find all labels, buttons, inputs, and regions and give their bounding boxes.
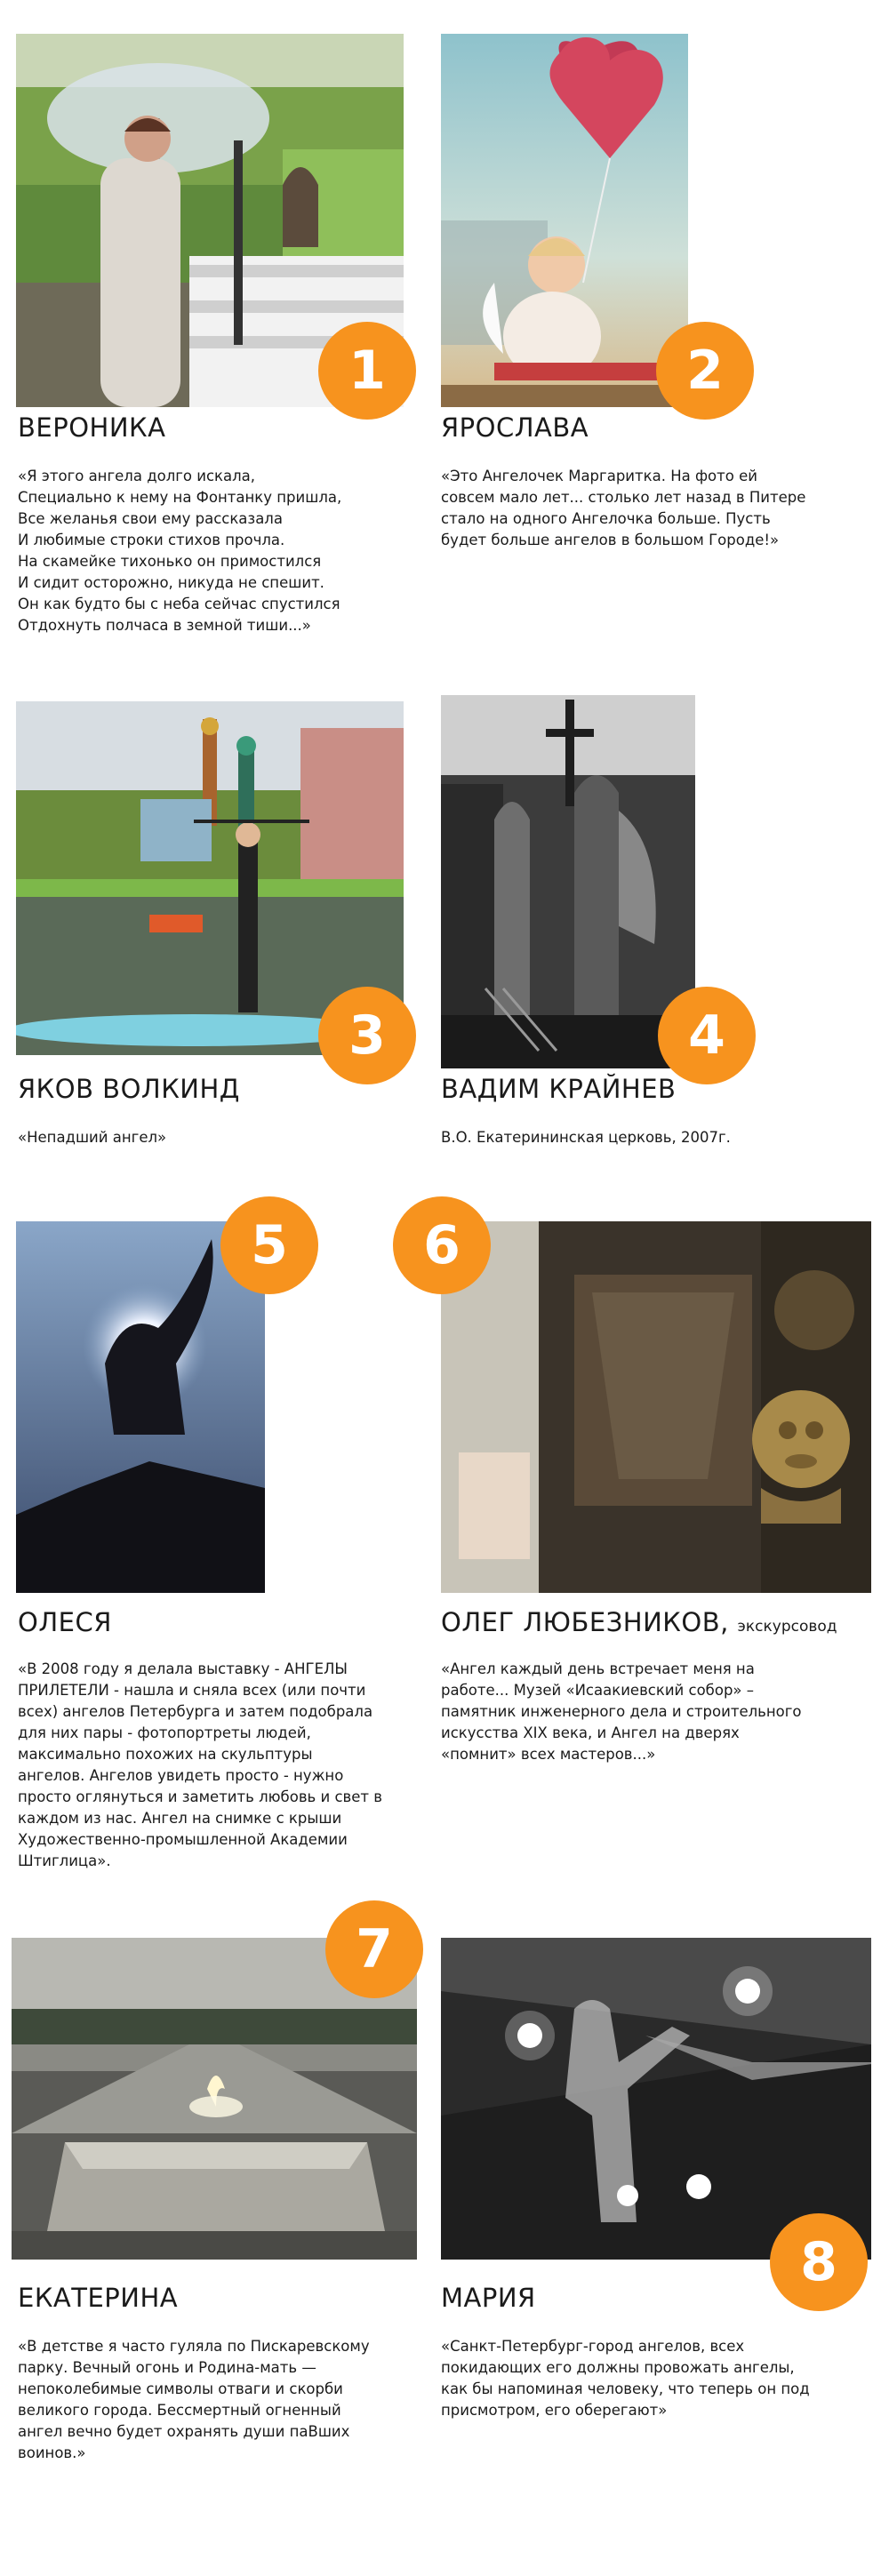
quote-text: «В детстве я часто гуляла по Пискаревскому парку. Вечный огонь и Родина-мать — непоколебимые символы отваги и скорби великого города. Бессмертный огненный ангел вечно будет охранять души паВших воинов.» xyxy=(18,2338,370,2461)
badge-number: 6 xyxy=(393,1196,491,1294)
photo-maria xyxy=(441,1938,871,2260)
badge-number: 2 xyxy=(656,322,754,420)
author-name xyxy=(441,1607,837,1637)
author-name-text: ЯРОСЛАВА xyxy=(441,412,589,443)
author-name xyxy=(441,1074,676,1104)
quote-text: «Я этого ангела долго искала, Специально к нему на Фонтанку пришла, Все желанья свои ему рассказала И любимые строки стихов прочла. На скамейке тихонько он примостился И сидит осторожно, никуда не спешит. Он как будто бы с неба сейчас спустился Отдохнуть полчаса в земной тиши...» xyxy=(18,468,342,634)
author-name-text: ВАДИМ КРАЙНЕВ xyxy=(441,1074,677,1104)
author-name-text: МАРИЯ xyxy=(441,2283,536,2313)
author-name-text: ОЛЕГ ЛЮБЕЗНИКОВ, xyxy=(441,1607,729,1637)
author-name-text: ЕКАТЕРИНА xyxy=(18,2283,179,2313)
photo-oleg xyxy=(441,1221,871,1593)
author-name xyxy=(18,412,165,443)
author-role: экскурсовод xyxy=(737,1618,837,1636)
photo-vadim xyxy=(441,695,695,1068)
quote-text: «В 2008 году я делала выставку - АНГЕЛЫ ПРИЛЕТЕЛИ - нашла и сняла всех (или почти всех) ангелов Петербурга и затем подобрала для них пары - фотопортреты людей, максимально похожих на скульптуры ангелов. Ангелов увидеть просто - нужно просто оглянуться и заметить любовь и свет в каждом из нас. Ангел на снимке с крыши Художественно-промышленной Академии Штиглица». xyxy=(18,1660,383,1869)
quote-text: «Непадший ангел» xyxy=(18,1129,167,1146)
author-name-text: ЯКОВ ВОЛКИНД xyxy=(18,1074,240,1104)
author-name xyxy=(441,2283,536,2313)
photo-olesya xyxy=(16,1221,265,1593)
author-name xyxy=(441,412,589,443)
badge-number: 7 xyxy=(325,1900,423,1998)
quote-text: «Это Ангелочек Маргаритка. На фото ей совсем мало лет... столько лет назад в Питере стало на одного Ангелочка больше. Пусть будет больше ангелов в большом Городе!» xyxy=(441,468,806,548)
author-name xyxy=(18,1074,240,1104)
author-name-text: ОЛЕСЯ xyxy=(18,1607,112,1637)
author-name-text: ВЕРОНИКА xyxy=(18,412,166,443)
photo-yaroslava xyxy=(441,34,688,407)
author-name xyxy=(18,1607,112,1637)
quote-text: В.О. Екатерининская церковь, 2007г. xyxy=(441,1129,731,1146)
author-name xyxy=(18,2283,178,2313)
badge-number: 3 xyxy=(318,987,416,1084)
badge-number: 4 xyxy=(658,987,756,1084)
quote-text: «Ангел каждый день встречает меня на работе... Музей «Исаакиевский собор» – памятник инженерного дела и строительного искусства XIX века, и Ангел на дверях «помнит» всех мастеров...» xyxy=(441,1660,802,1763)
badge-number: 8 xyxy=(770,2213,868,2311)
quote-text: «Санкт-Петербург-город ангелов, всех покидающих его должны провожать ангелы, как бы напоминая человеку, что теперь он под присмотром, его оберегают» xyxy=(441,2338,810,2419)
badge-number: 5 xyxy=(220,1196,318,1294)
badge-number: 1 xyxy=(318,322,416,420)
